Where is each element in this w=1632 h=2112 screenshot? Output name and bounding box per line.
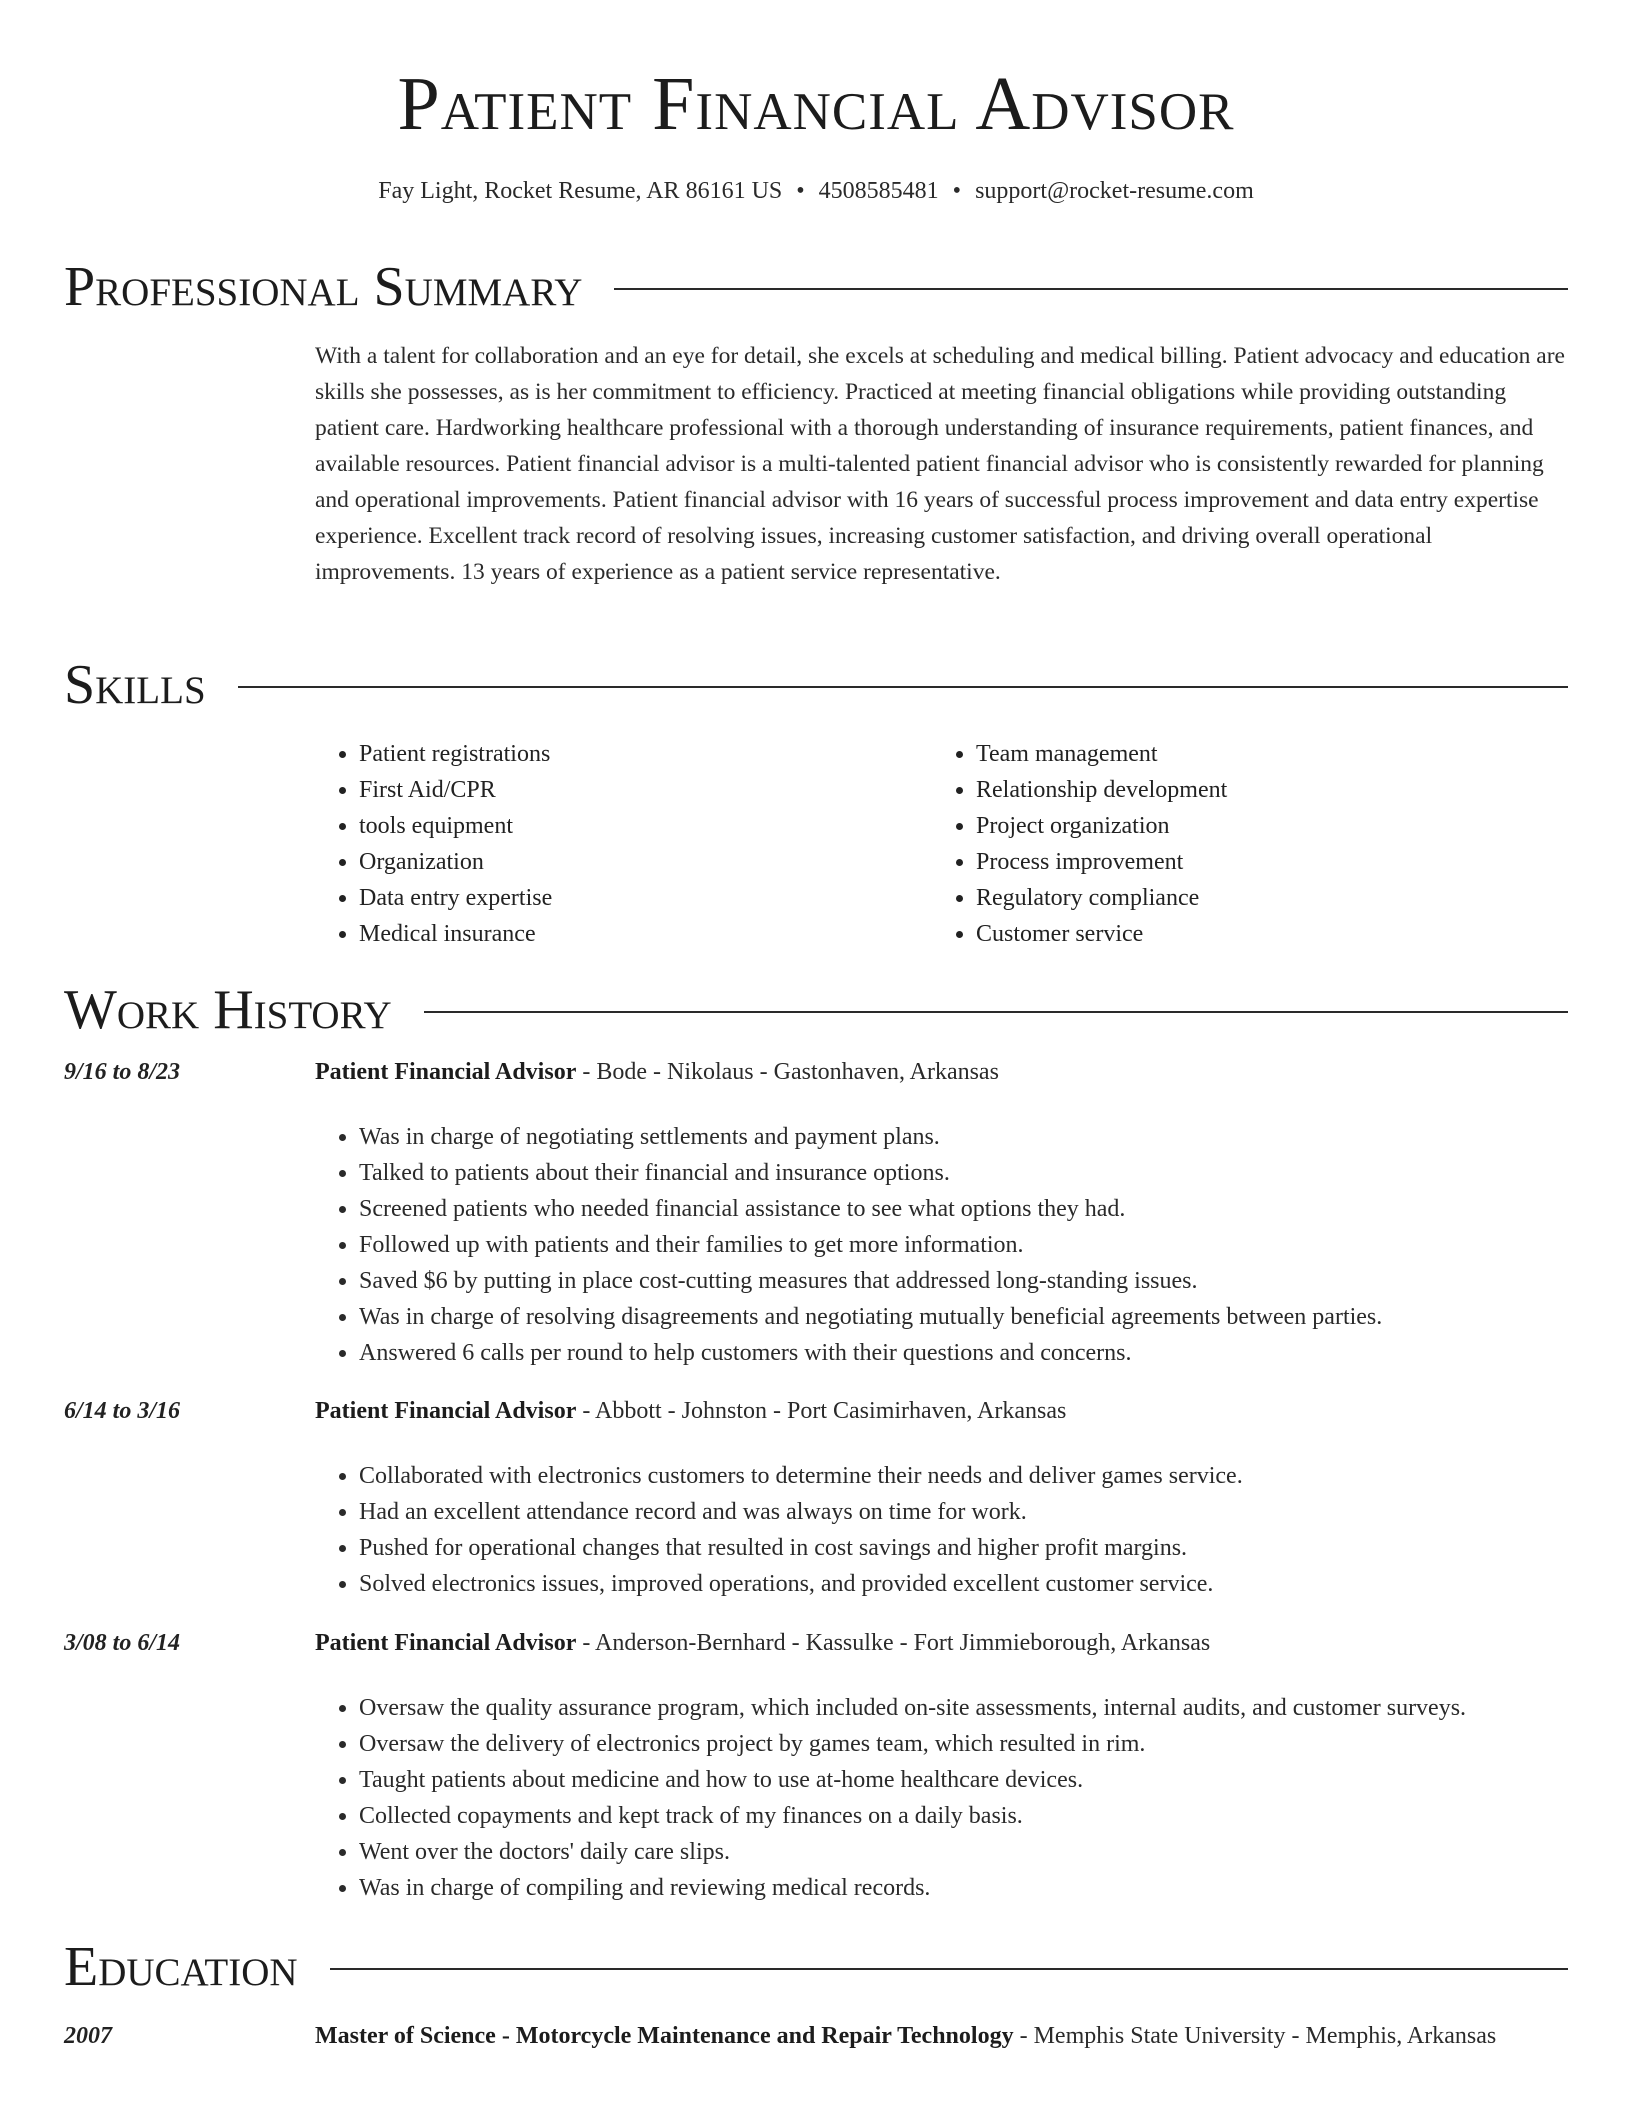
job-employer: - Abbott - Johnston - Port Casimirhaven, Arkansas (576, 1398, 1067, 1424)
work-section-header (64, 975, 1568, 1045)
contact-email[interactable]: support@rocket-resume.com (975, 178, 1254, 204)
job-bullets (315, 1690, 1609, 1906)
skill-item: • Team management (976, 736, 1576, 772)
job-bullet: • Was in charge of compiling and reviewing medical records. (359, 1870, 1609, 1906)
skills-section-header (64, 650, 1568, 720)
job-bullet: • Had an excellent attendance record and was always on time for work. (359, 1494, 1609, 1530)
job-bullet: • Pushed for operational changes that resulted in cost savings and higher profit margins. (359, 1530, 1609, 1566)
job-bullets (315, 1119, 1609, 1371)
education-school: - Memphis State University - Memphis, Arkansas (1013, 2023, 1497, 2049)
job-heading (315, 1057, 1565, 1087)
contact-address: Fay Light, Rocket Resume, AR 86161 US (378, 178, 783, 204)
section-heading: Education (64, 1936, 298, 1998)
job-bullet: • Solved electronics issues, improved operations, and provided excellent customer service. (359, 1566, 1609, 1602)
skill-item: • Project organization (976, 808, 1576, 844)
job-bullet: • Taught patients about medicine and how to use at-home healthcare devices. (359, 1762, 1609, 1798)
contact-line (0, 176, 1632, 206)
summary-section-header (64, 252, 1568, 322)
job-bullet: • Screened patients who needed financial assistance to see what options they had. (359, 1191, 1609, 1227)
contact-phone: 4508585481 (818, 178, 939, 204)
job-title: Patient Financial Advisor (315, 1059, 577, 1085)
section-divider (238, 686, 1568, 688)
job-bullet: • Collaborated with electronics customers to determine their needs and deliver games service. (359, 1458, 1609, 1494)
job-bullet: • Saved $6 by putting in place cost-cutting measures that addressed long-standing issues. (359, 1263, 1609, 1299)
section-divider (614, 288, 1568, 290)
skill-item: • Organization (359, 844, 959, 880)
job-title: Patient Financial Advisor (315, 1398, 577, 1424)
job-dates: 3/08 to 6/14 (64, 1630, 181, 1656)
education-entry (315, 2016, 1565, 2056)
job-bullet: • Went over the doctors' daily care slips. (359, 1834, 1609, 1870)
job-bullet: • Talked to patients about their financial and insurance options. (359, 1155, 1609, 1191)
job-dates: 9/16 to 8/23 (64, 1059, 181, 1085)
job-bullet: • Was in charge of negotiating settlements and payment plans. (359, 1119, 1609, 1155)
job-heading (315, 1628, 1565, 1658)
skill-item: • Customer service (976, 916, 1576, 952)
job-bullet: • Collected copayments and kept track of my finances on a daily basis. (359, 1798, 1609, 1834)
section-heading: Professional Summary (64, 256, 583, 318)
job-bullet: • Was in charge of resolving disagreements and negotiating mutually beneficial agreements between parties. (359, 1299, 1609, 1335)
skill-item: • Medical insurance (359, 916, 959, 952)
job-employer: - Anderson-Bernhard - Kassulke - Fort Jimmieborough, Arkansas (576, 1630, 1211, 1656)
job-heading (315, 1396, 1565, 1426)
job-bullet: • Oversaw the quality assurance program, which included on-site assessments, internal audits, and customer surveys. (359, 1690, 1609, 1726)
skills-column-1 (315, 736, 959, 952)
skills-column-2 (932, 736, 1576, 952)
education-degree: Master of Science - Motorcycle Maintenance and Repair Technology (315, 2023, 1014, 2049)
contact-separator: • (796, 178, 805, 204)
skill-item: • Process improvement (976, 844, 1576, 880)
job-bullet: • Followed up with patients and their families to get more information. (359, 1227, 1609, 1263)
education-section-header (64, 1932, 1568, 2002)
summary-text: With a talent for collaboration and an eye for detail, she excels at scheduling and medical billing. Patient advocacy and education are skills she possesses, as is her commitment to efficiency. Practiced at meeting financial obligations while providing outstanding patient care. Hardworking healthcare professional with a thorough understanding of insurance requirements, patient finances, and available resources. Patient financial advisor is a multi-talented patient financial advisor who is consistently rewarded for planning and operational improvements. Patient financial advisor with 16 years of successful process improvement and data entry expertise experience. Excellent track record of resolving issues, increasing customer satisfaction, and driving overall operational improvements. 13 years of experience as a patient service representative. (315, 343, 1565, 585)
job-employer: - Bode - Nikolaus - Gastonhaven, Arkansas (576, 1059, 999, 1085)
job-title: Patient Financial Advisor (315, 1630, 577, 1656)
job-dates: 6/14 to 3/16 (64, 1398, 181, 1424)
section-heading: Work History (64, 979, 392, 1041)
skill-item: • tools equipment (359, 808, 959, 844)
skill-item: • First Aid/CPR (359, 772, 959, 808)
job-bullet: • Answered 6 calls per round to help customers with their questions and concerns. (359, 1335, 1609, 1371)
job-bullets (315, 1458, 1609, 1602)
section-divider (424, 1011, 1568, 1013)
skill-item: • Relationship development (976, 772, 1576, 808)
skill-item: • Patient registrations (359, 736, 959, 772)
resume-title: Patient Financial Advisor (397, 62, 1235, 146)
section-heading: Skills (64, 654, 206, 716)
skill-item: • Regulatory compliance (976, 880, 1576, 916)
job-bullet: • Oversaw the delivery of electronics project by games team, which resulted in rim. (359, 1726, 1609, 1762)
education-year: 2007 (64, 2023, 112, 2049)
section-divider (330, 1968, 1568, 1970)
contact-separator: • (952, 178, 962, 204)
skill-item: • Data entry expertise (359, 880, 959, 916)
